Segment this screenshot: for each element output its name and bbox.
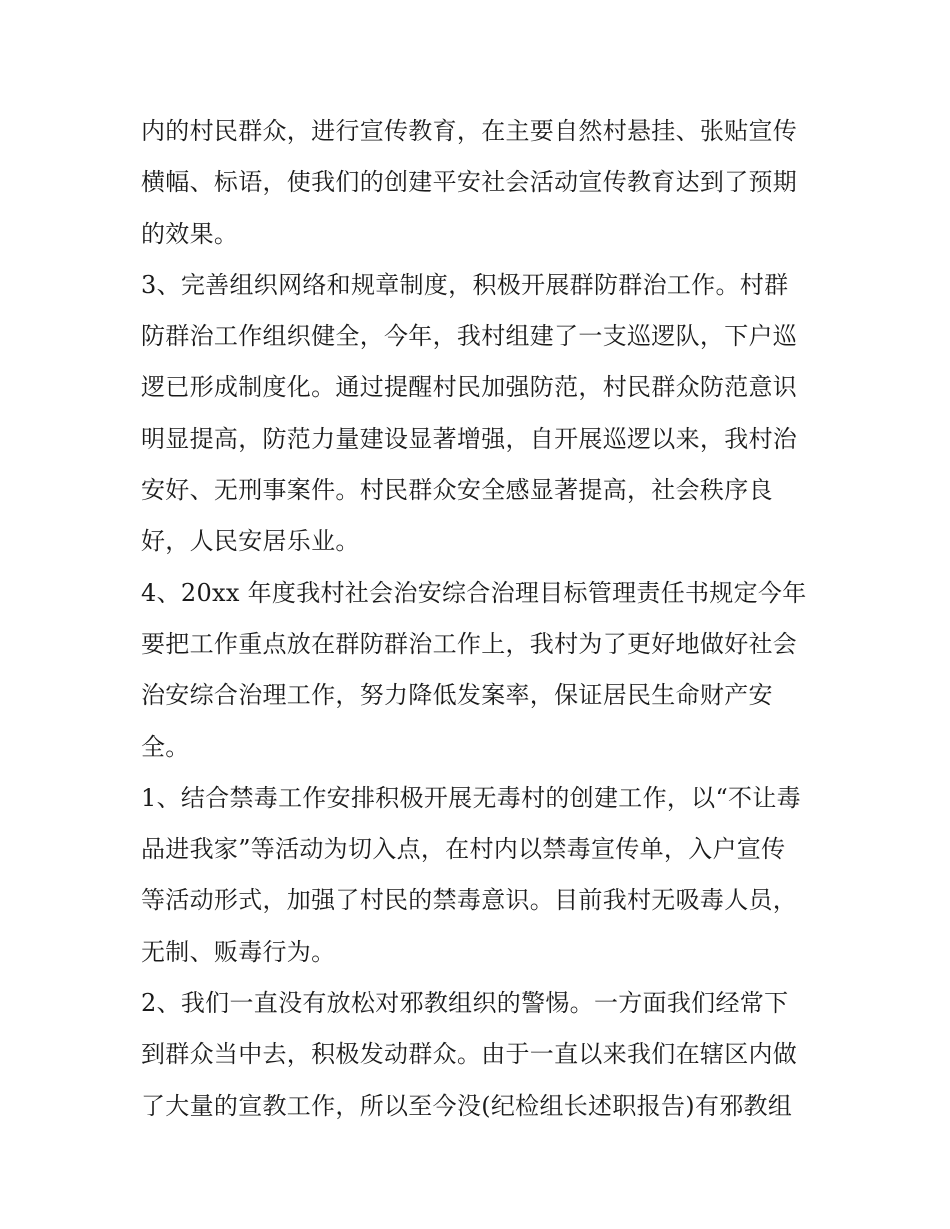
text-line: 4、20xx 年度我村社会治安综合治理目标管理责任书规定今年 <box>141 578 807 607</box>
text-line: 到群众当中去，积极发动群众。由于一直以来我们在辖区内做 <box>141 1040 798 1069</box>
text-line: 安好、无刑事案件。村民群众安全感显著提高，社会秩序良 <box>141 476 773 505</box>
text-line: 了大量的宣教工作，所以至今没(纪检组长述职报告)有邪教组 <box>141 1091 793 1120</box>
text-line: 的效果。 <box>141 219 239 248</box>
text-line: 1、结合禁毒工作安排积极开展无毒村的创建工作，以“不让毒 <box>141 783 801 812</box>
text-line: 3、完善组织网络和规章制度，积极开展群防群治工作。村群 <box>141 270 789 299</box>
text-line: 2、我们一直没有放松对邪教组织的警惕。一方面我们经常下 <box>141 989 789 1018</box>
text-line: 防群治工作组织健全，今年，我村组建了一支巡逻队，下户巡 <box>141 322 798 351</box>
text-line: 治安综合治理工作，努力降低发案率，保证居民生命财产安 <box>141 681 773 710</box>
text-line: 内的村民群众，进行宣传教育，在主要自然村悬挂、张贴宣传 <box>141 117 798 145</box>
text-line: 横幅、标语，使我们的创建平安社会活动宣传教育达到了预期 <box>141 168 798 197</box>
text-line: 全。 <box>141 732 190 761</box>
document-body <box>141 106 821 1132</box>
text-line: 品进我家”等活动为切入点，在村内以禁毒宣传单，入户宣传 <box>141 835 786 864</box>
text-line: 等活动形式，加强了村民的禁毒意识。目前我村无吸毒人员， <box>141 886 798 915</box>
text-line: 要把工作重点放在群防群治工作上，我村为了更好地做好社会 <box>141 629 798 658</box>
text-line: 明显提高，防范力量建设显著增强，自开展巡逻以来，我村治 <box>141 424 798 453</box>
text-line: 逻已形成制度化。通过提醒村民加强防范，村民群众防范意识 <box>141 373 798 402</box>
text-line: 好，人民安居乐业。 <box>141 527 360 556</box>
text-line: 无制、贩毒行为。 <box>141 937 336 966</box>
